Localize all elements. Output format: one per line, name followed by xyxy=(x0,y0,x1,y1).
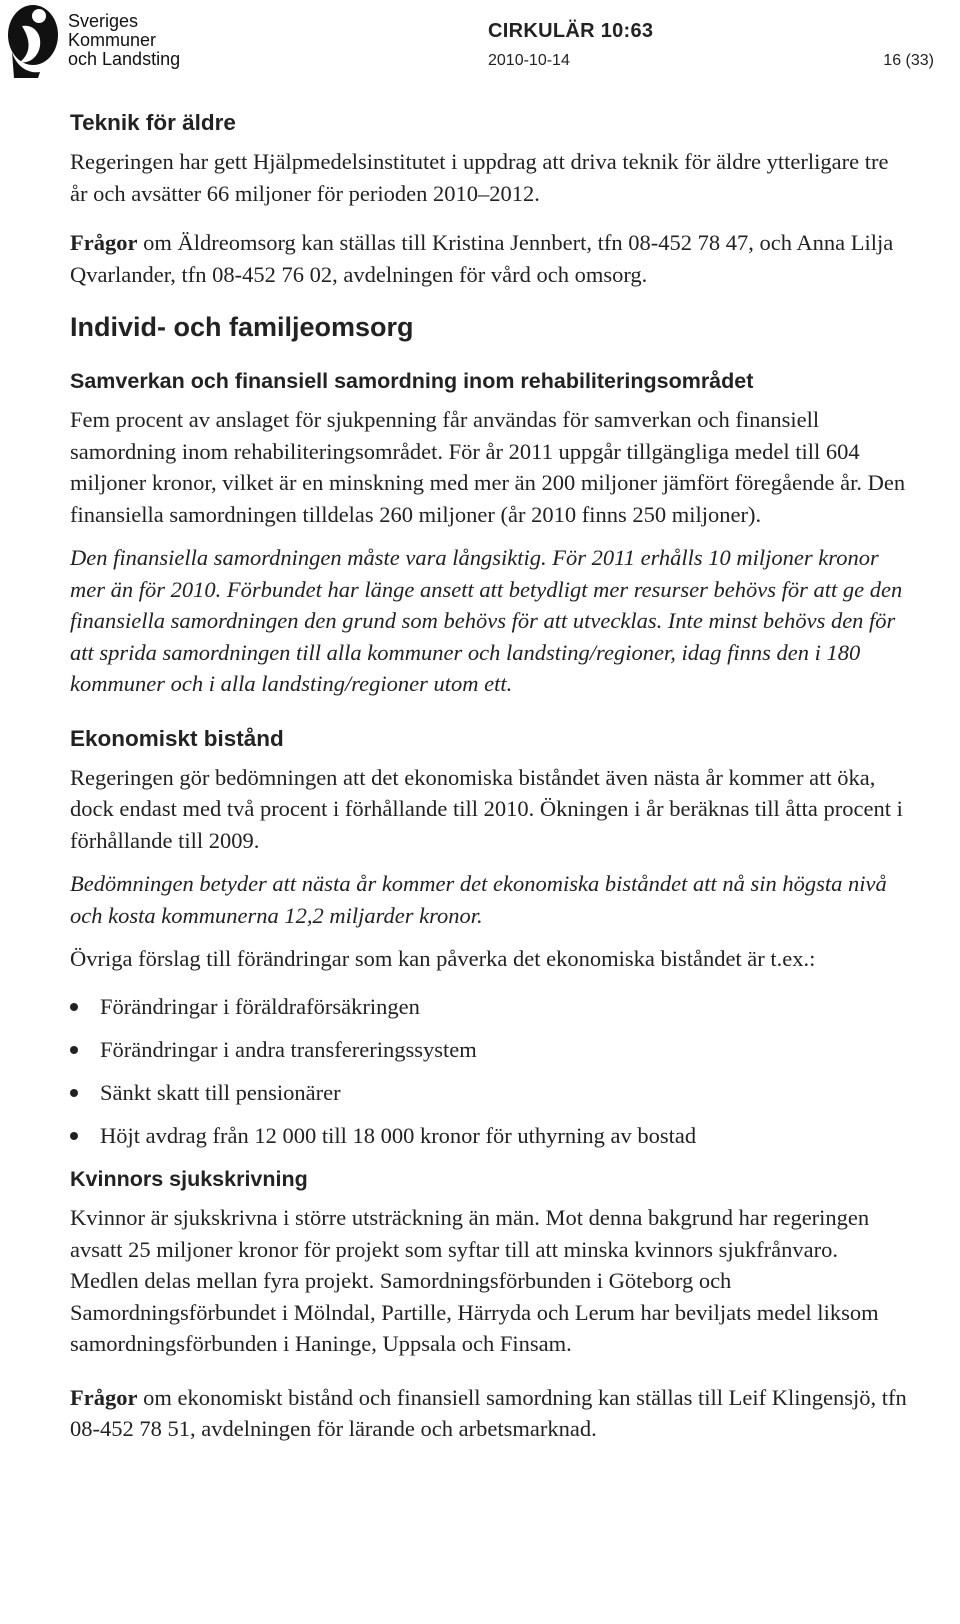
bullet-icon xyxy=(70,1089,78,1097)
document-date: 2010-10-14 xyxy=(488,52,570,69)
list-item-text: Sänkt skatt till pensionärer xyxy=(100,1079,341,1105)
paragraph-kvinnors-contact xyxy=(70,1382,910,1445)
list-item-text: Förändringar i andra transfereringssystem xyxy=(100,1036,477,1062)
paragraph-teknik: Regeringen har gett Hjälpmedelsinstitutet i uppdrag att driva teknik för äldre ytterligare tre år och avsätter 66 miljoner för perioden 2010–2012. xyxy=(70,149,889,206)
logo-line-2: Kommuner xyxy=(68,30,157,50)
paragraph-samverkan: Fem procent av anslaget för sjukpenning får användas för samverkan och finansiell samordning inom rehabiliteringsområdet. För år 2011 uppgår tillgängliga medel till 604 miljoner kronor, vilket är en minskning med mer än 200 miljoner jämfört föregående år. Den finansiella samordningen tilldelas 260 miljoner (år 2010 finns 250 miljoner). xyxy=(70,407,906,527)
heading-samverkan: Samverkan och finansiell samordning inom rehabiliteringsområdet xyxy=(70,369,754,393)
bullet-list xyxy=(70,991,910,1152)
bullet-icon xyxy=(70,1132,78,1140)
paragraph-teknik-contact xyxy=(70,227,910,290)
page-number: 16 (33) xyxy=(883,52,934,69)
list-item xyxy=(70,1077,910,1109)
list-item xyxy=(70,1120,910,1152)
logo-emblem-icon xyxy=(2,2,64,78)
list-item xyxy=(70,1034,910,1066)
teknik-contact-text: om Äldreomsorg kan ställas till Kristina Jennbert, tfn 08-452 78 47, och Anna Lilja Qvarlander, tfn 08-452 76 02, avdelningen för vård och omsorg. xyxy=(70,230,894,287)
bullet-icon xyxy=(70,1046,78,1054)
skl-logo xyxy=(2,2,202,78)
heading-kvinnors: Kvinnors sjukskrivning xyxy=(70,1167,308,1191)
list-item xyxy=(70,991,910,1023)
fragor-label: Frågor xyxy=(70,1384,138,1410)
paragraph-ekonomiskt-italic: Bedömningen betyder att nästa år kommer det ekonomiska biståndet att nå sin högsta nivå och kosta kommunerna 12,2 miljarder kronor. xyxy=(70,871,887,928)
heading-ekonomiskt: Ekonomiskt bistånd xyxy=(70,725,284,751)
fragor-label: Frågor xyxy=(70,230,138,255)
list-item-text: Förändringar i föräldraförsäkringen xyxy=(100,993,420,1019)
paragraph-kvinnors: Kvinnor är sjukskrivna i större utsträckning än män. Mot denna bakgrund har regeringen avsatt 25 miljoner kronor för projekt som syftar till att minska kvinnors sjukfrånvaro. Medlen delas mellan fyra projekt. Samordningsförbunden i Göteborg och Samordningsförbundet i Mölndal, Partille, Härryda och Lerum har beviljats medel liksom samordningsförbunden i Haninge, Uppsala och Finsam. xyxy=(70,1205,879,1356)
list-item-text: Höjt avdrag från 12 000 till 18 000 kronor för uthyrning av bostad xyxy=(100,1122,697,1148)
bullet-icon xyxy=(70,1003,78,1011)
document-body xyxy=(70,110,910,1445)
logo-line-1: Sveriges xyxy=(68,11,139,31)
logo-line-3: och Landsting xyxy=(68,49,181,69)
paragraph-samverkan-italic: Den finansiella samordningen måste vara långsiktig. För 2011 erhålls 10 miljoner kronor mer än för 2010. Förbundet har länge ansett att betydligt mer resurser behövs för att ge den finansiella samordningen den grund som behövs för att utvecklas. Inte minst behövs den för att sprida samordningen till alla kommuner och landsting/regioner, idag finns den i 180 kommuner och i alla landsting/regioner utom ett. xyxy=(70,545,903,696)
paragraph-ekonomiskt: Regeringen gör bedömningen att det ekonomiska biståndet även nästa år kommer att öka, dock endast med två procent i förhållande till 2010. Ökningen i år beräknas till åtta procent i förhållande till 2009. xyxy=(70,764,903,853)
paragraph-ekonomiskt-forslag: Övriga förslag till förändringar som kan påverka det ekonomiska biståndet är t.ex.: xyxy=(70,946,816,971)
kvinnors-contact-text: om ekonomiskt bistånd och finansiell samordning kan ställas till Leif Klingensjö, tfn 08-452 78 51, avdelningen för lärande och arbetsmarknad. xyxy=(70,1384,907,1441)
logo-wordmark xyxy=(68,12,180,69)
circular-number: CIRKULÄR 10:63 xyxy=(488,20,654,42)
heading-individ: Individ- och familjeomsorg xyxy=(70,312,414,342)
heading-teknik: Teknik för äldre xyxy=(70,110,236,135)
